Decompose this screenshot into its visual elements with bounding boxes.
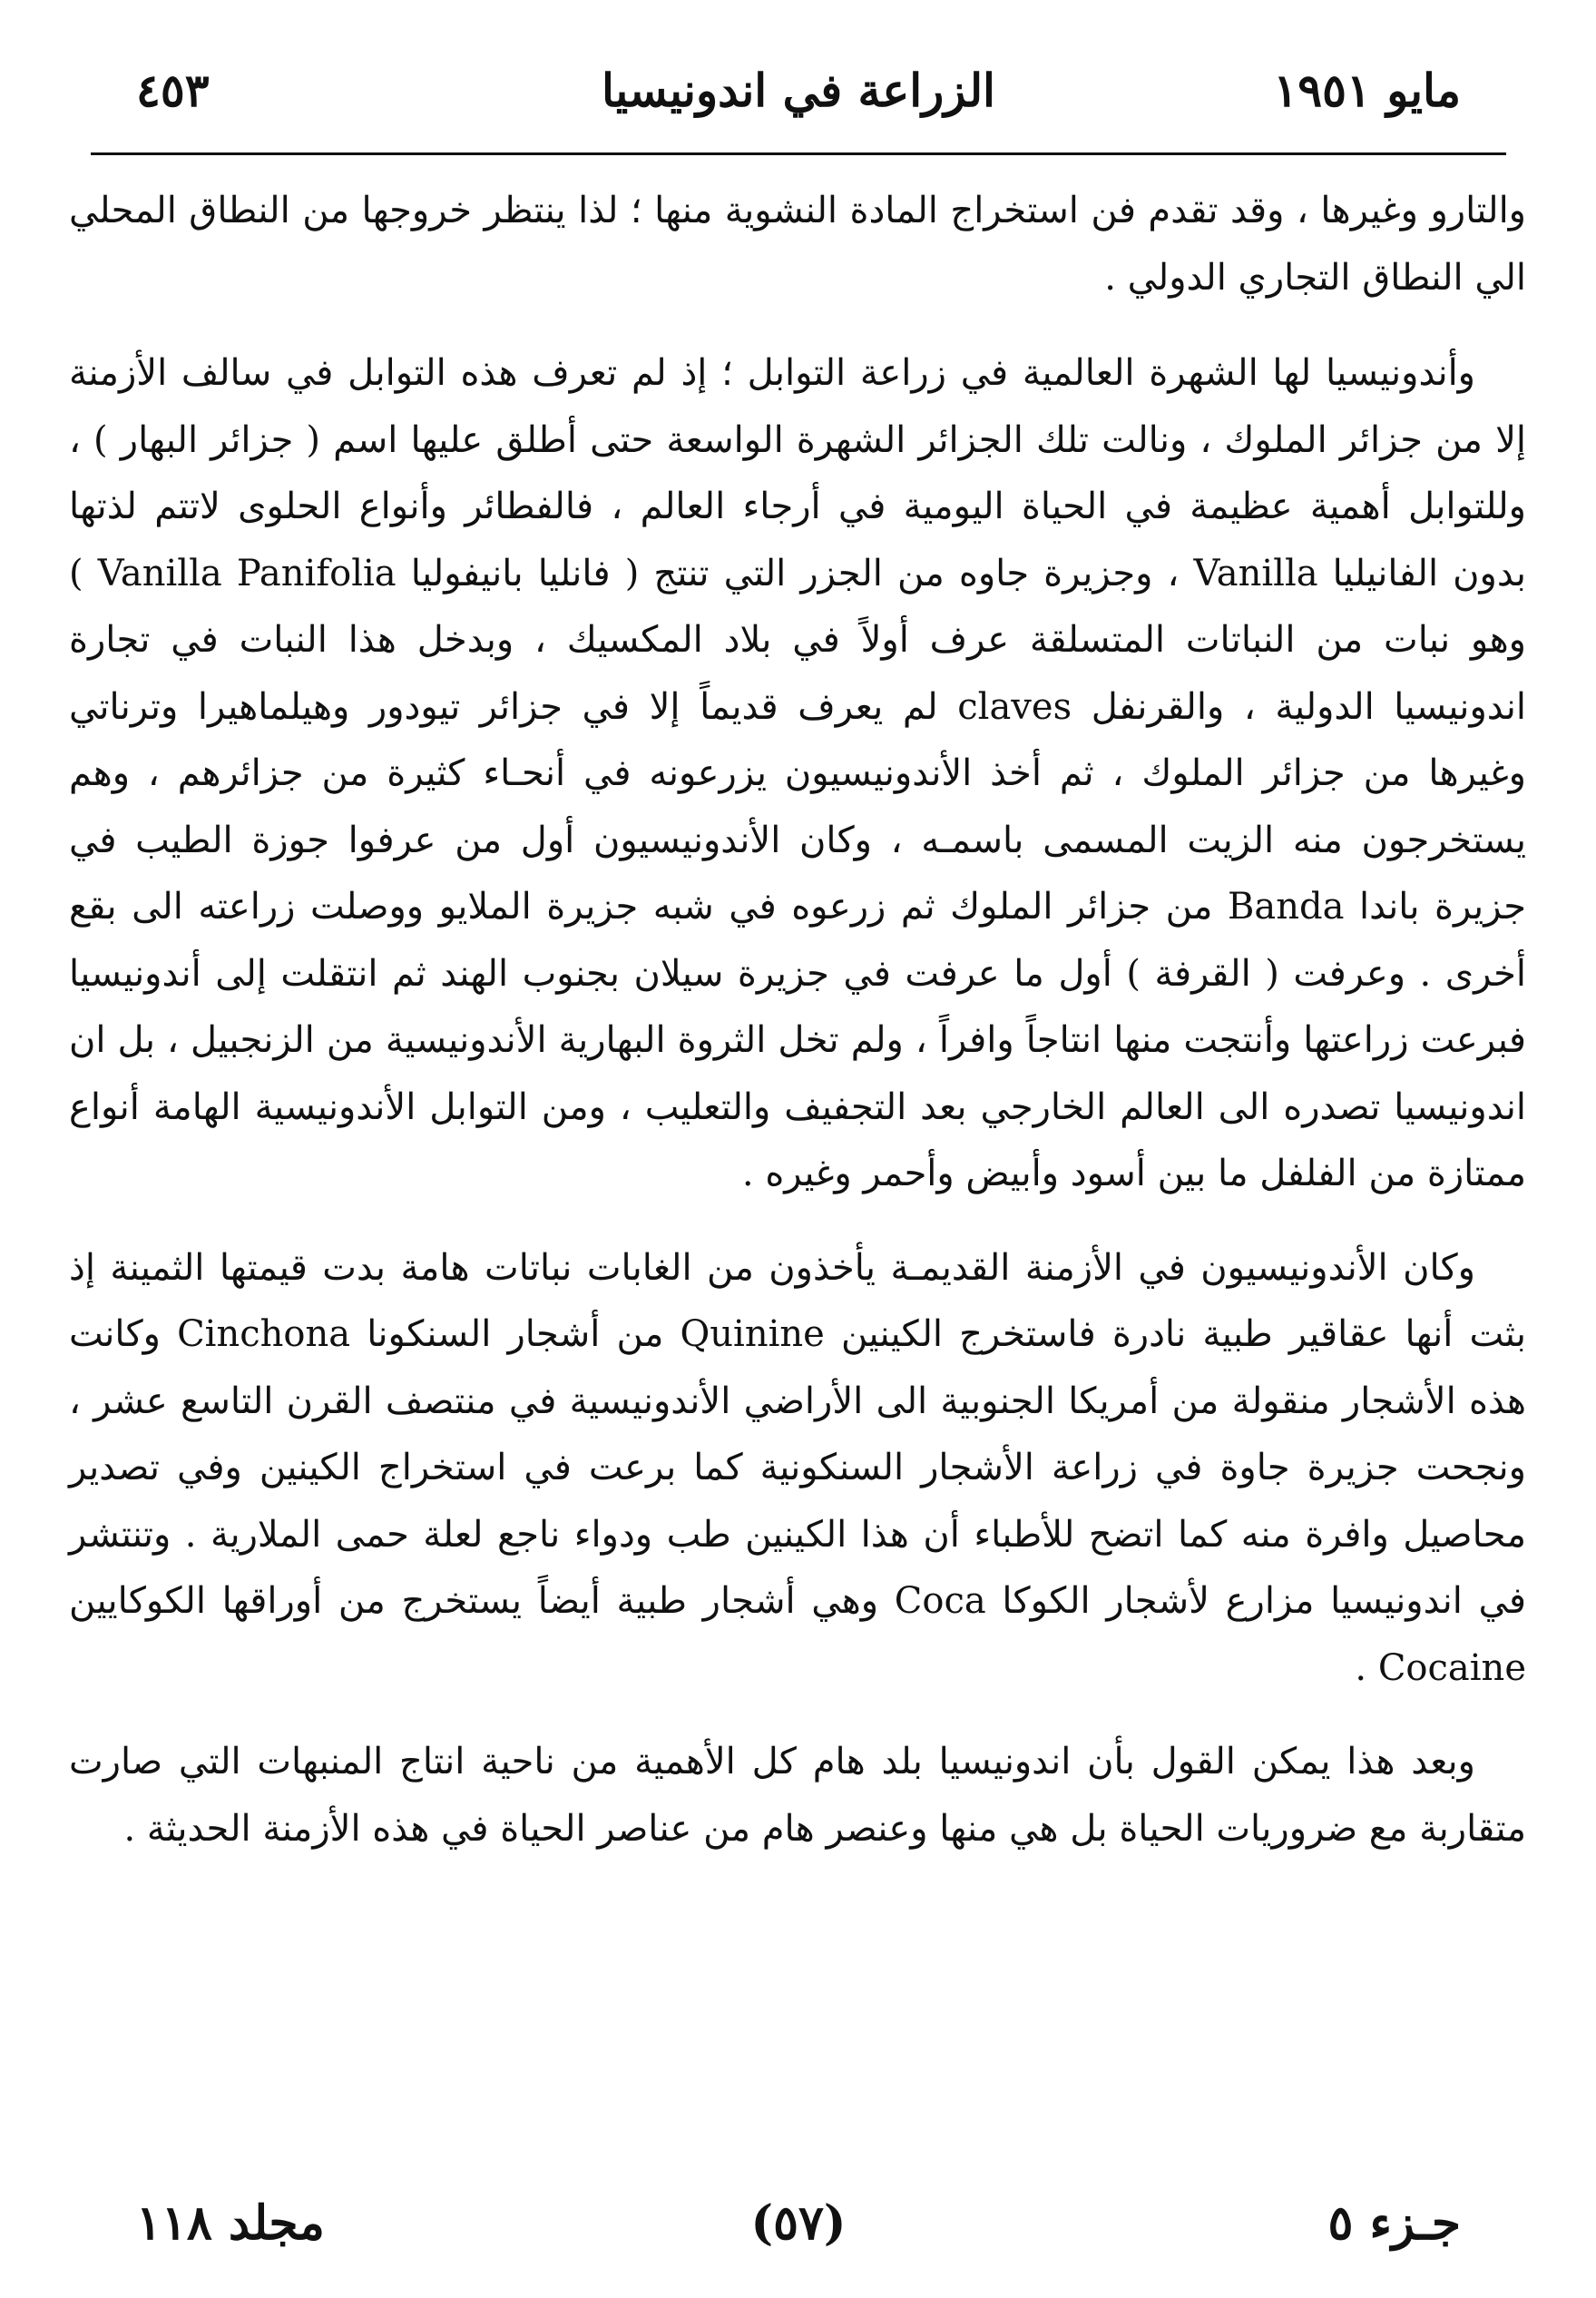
header-page-number: ٤٥٣: [136, 64, 210, 117]
paragraph-medicinal-plants: وكان الأندونيسيون في الأزمنة القديمـة يأخذون من الغابات نباتات هامة بدت قيمتها الثمينة إذ بثت أنها عقاقير طبية نادرة فاستخرج الكينين Quinine من أشجار السنكونا Cinchona وكانت هذه الأشجار منقولة من أمريكا الجنوبية الى الأراضي الأندونيسية في منتصف القرن التاسع عشر ، ونجحت جزيرة جاوة في زراعة الأشجار السنكونية كما برعت في استخراج الكينين وفي تصدير محاصيل وافرة منه كما اتضح للأطباء أن هذا الكينين طب ودواء ناجع لعلة حمى الملارية . وتنتشر في اندونيسيا مزارع لأشجار الكوكا Coca وهي أشجار طبية أيضاً يستخرج من أوراقها الكوكايين Cocaine .: [69, 1246, 1527, 1689]
footer-part: جـزء ٥: [1327, 2195, 1461, 2251]
header-rule: [91, 152, 1506, 155]
article-body: [69, 178, 1526, 1890]
paragraph-conclusion: وبعد هذا يمكن القول بأن اندونيسيا بلد هام كل الأهمية من ناحية انتاج المنبهات التي صارت متقاربة مع ضروريات الحياة بل هي منها وعنصر هام من عناصر الحياة في هذه الأزمنة الحديثة .: [69, 1741, 1526, 1850]
header-date: مايو ١٩٥١: [1273, 64, 1461, 117]
paragraph-continuation: والتارو وغيرها ، وقد تقدم فن استخراج المادة النشوية منها ؛ لذا ينتظر خروجها من النطاق المحلي الي النطاق التجاري الدولي .: [69, 190, 1526, 299]
footer-issue-number: (٥٧): [750, 2195, 847, 2251]
running-header: [136, 54, 1461, 127]
footer-volume: مجلد ١١٨: [136, 2195, 325, 2251]
page-footer: [136, 2178, 1461, 2269]
header-title: الزراعة في اندونيسيا: [602, 64, 995, 117]
paragraph-spices: وأندونيسيا لها الشهرة العالمية في زراعة التوابل ؛ إذ لم تعرف هذه التوابل في سالف الأزمنة إلا من جزائر الملوك ، ونالت تلك الجزائر الشهرة الواسعة حتى أطلق عليها اسم ( جزائر البهار ) ، وللتوابل أهمية عظيمة في الحياة اليومية في أرجاء العالم ، فالفطائر وأنواع الحلوى لاتتم لذتها بدون الفانيليا Vanilla ، وجزيرة جاوه من الجزر التي تنتج ( فانليا بانيفوليا Vanilla Panifolia ) وهو نبات من النباتات المتسلقة عرف أولاً في بلاد المكسيك ، وبدخل هذا النبات في تجارة اندونيسيا الدولية ، والقرنفل claves لم يعرف قديماً إلا في جزائر تيودور وهيلماهيرا وترناتي وغيرها من جزائر الملوك ، ثم أخذ الأندونيسيون يزرعونه في أنحـاء كثيرة من جزائرهم ، وهم يستخرجون منه الزيت المسمى باسمـه ، وكان الأندونيسيون أول من عرفوا جوزة الطيب في جزيرة باندا Banda من جزائر الملوك ثم زرعوه في شبه جزيرة الملايو ووصلت زراعته الى بقع أخرى . وعرفت ( القرفة ) أول ما عرفت في جزيرة سيلان بجنوب الهند ثم انتقلت إلى أندونيسيا فبرعت زراعتها وأنتجت منها انتاجاً وافراً ، ولم تخل الثروة البهارية الأندونيسية من الزنجبيل ، بل ان اندونيسيا تصدره الى العالم الخارجي بعد التجفيف والتعليب ، ومن التوابل الأندونيسية الهامة أنواع ممتازة من الفلفل ما بين أسود وأبيض وأحمر وغيره .: [69, 352, 1527, 1194]
